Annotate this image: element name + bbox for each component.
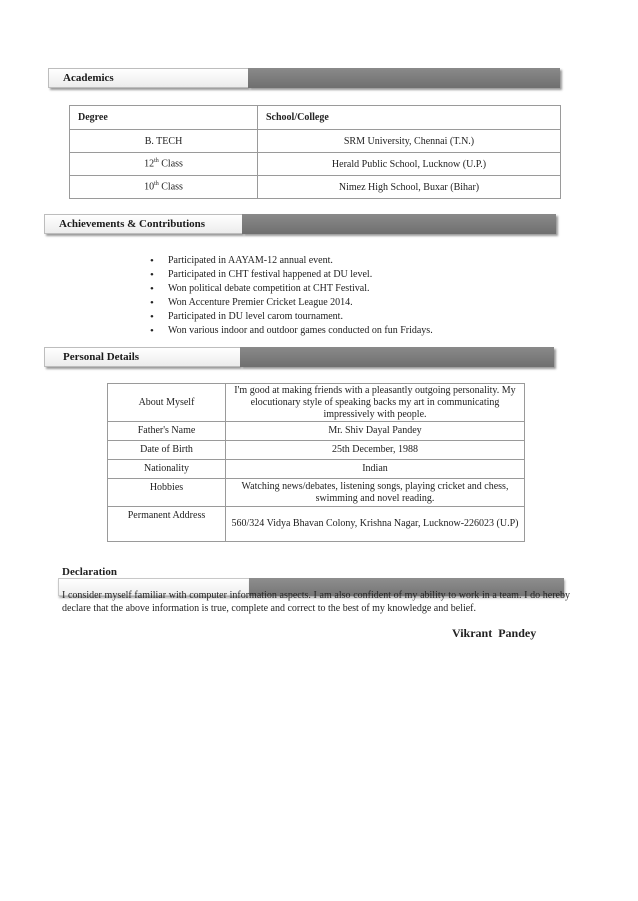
hobbies-value: Watching news/debates, listening songs, playing cricket and chess, swimming and novel reading. xyxy=(226,479,525,507)
table-row xyxy=(70,176,561,199)
father-value: Mr. Shiv Dayal Pandey xyxy=(226,422,525,441)
list-item: • Won Accenture Premier Cricket League 2014. xyxy=(150,296,433,310)
list-item: • Participated in DU level carom tournament. xyxy=(150,310,433,324)
table-row xyxy=(108,422,525,441)
address-value: 560/324 Vidya Bhavan Colony, Krishna Nagar, Lucknow-226023 (U.P) xyxy=(226,507,525,542)
degree-cell: 12th Class xyxy=(70,153,258,176)
about-label: About Myself xyxy=(108,384,226,422)
achievements-section-title: Achievements & Contributions xyxy=(44,214,242,234)
table-row xyxy=(108,507,525,542)
signature-name: Vikrant Pandey xyxy=(452,626,537,640)
achievements-list xyxy=(150,254,433,338)
table-row xyxy=(108,479,525,507)
declaration-title: Declaration xyxy=(62,566,117,578)
personal-details-table xyxy=(107,383,525,542)
about-value: I'm good at making friends with a pleasantly outgoing personality. My elocutionary style of speaking backs my art in communicating impressively with people. xyxy=(226,384,525,422)
list-item: • Participated in AAYAM-12 annual event. xyxy=(150,254,433,268)
personal-section-title: Personal Details xyxy=(44,347,240,367)
academics-section-title: Academics xyxy=(48,68,248,88)
degree-header: Degree xyxy=(70,106,258,130)
list-item: • Won political debate competition at CHT Festival. xyxy=(150,282,433,296)
table-row xyxy=(108,460,525,479)
degree-cell: 10th Class xyxy=(70,176,258,199)
academics-section-bar xyxy=(48,68,560,88)
nationality-label: Nationality xyxy=(108,460,226,479)
school-header: School/College xyxy=(258,106,561,130)
list-item: • Won various indoor and outdoor games conducted on fun Fridays. xyxy=(150,324,433,338)
father-label: Father's Name xyxy=(108,422,226,441)
personal-section-bar xyxy=(44,347,554,367)
hobbies-label: Hobbies xyxy=(108,479,226,507)
table-header-row xyxy=(70,106,561,130)
degree-cell: B. TECH xyxy=(70,130,258,153)
school-cell: Herald Public School, Lucknow (U.P.) xyxy=(258,153,561,176)
table-row xyxy=(70,153,561,176)
list-item: • Participated in CHT festival happened at DU level. xyxy=(150,268,433,282)
dob-label: Date of Birth xyxy=(108,441,226,460)
table-row xyxy=(108,441,525,460)
table-row xyxy=(70,130,561,153)
dob-value: 25th December, 1988 xyxy=(226,441,525,460)
address-label: Permanent Address xyxy=(108,507,226,542)
achievements-section-bar xyxy=(44,214,556,234)
school-cell: SRM University, Chennai (T.N.) xyxy=(258,130,561,153)
school-cell: Nimez High School, Buxar (Bihar) xyxy=(258,176,561,199)
declaration-text: I consider myself familiar with computer information aspects. I am also confident of my ability to work in a team. I do hereby declare that the above information is true, complete and correct to the best of my knowledge and belief. xyxy=(62,590,570,614)
academics-table xyxy=(69,105,561,199)
table-row xyxy=(108,384,525,422)
nationality-value: Indian xyxy=(226,460,525,479)
